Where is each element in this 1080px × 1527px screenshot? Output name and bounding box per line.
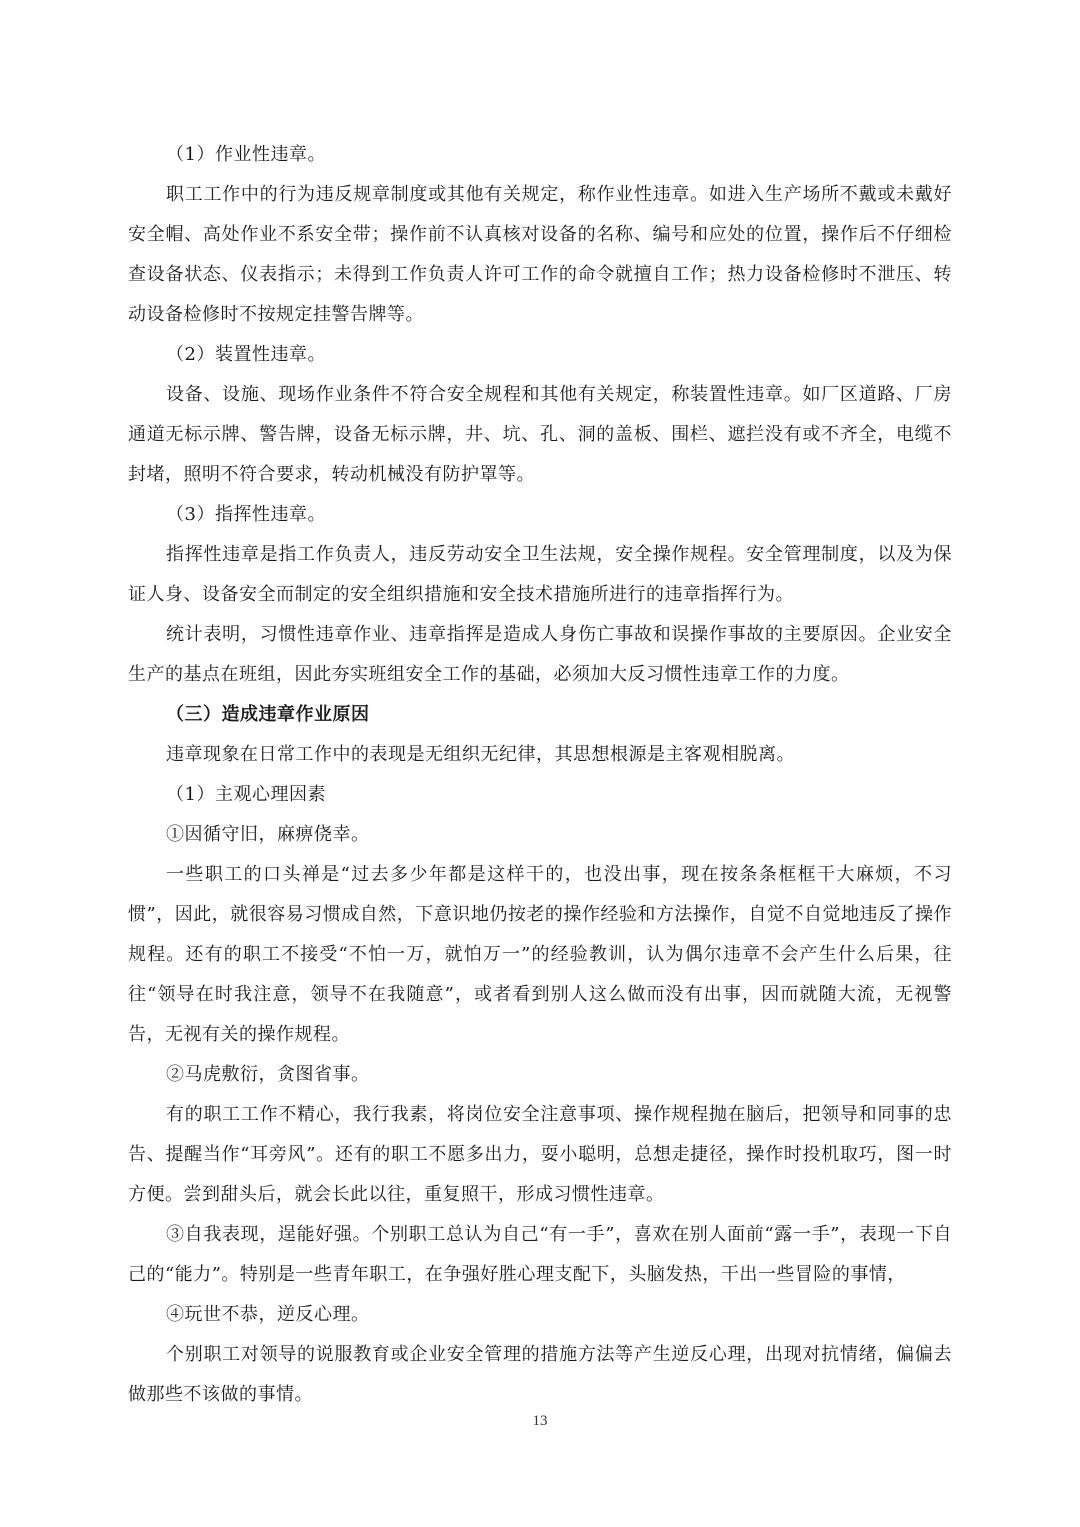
- paragraph-item-1: 一些职工的口头禅是“过去多少年都是这样干的，也没出事，现在按条条框框干大麻烦，不习惯”，因此，就很容易习惯成自然，下意识地仍按老的操作经验和方法操作，自觉不自觉地违反了操作规程。还有的职工不接受“不怕一万，就怕万一”的经验教训，认为偶尔违章不会产生什么后果，往往“领导在时我注意，领导不在我随意”，或者看到别人这么做而没有出事，因而就随大流，无视警告，无视有关的操作规程。: [128, 864, 952, 1045]
- subheading-equipment-violation: （2）装置性违章。: [166, 344, 326, 365]
- document-body: [128, 135, 952, 1415]
- paragraph-command-violation: 指挥性违章是指工作负责人，违反劳动安全卫生法规，安全操作规程。安全管理制度，以及为保证人身、设备安全而制定的安全组织措施和安全技术措施所进行的违章指挥行为。: [128, 544, 952, 605]
- paragraph-item-2: 有的职工工作不精心，我行我素，将岗位安全注意事项、操作规程抛在脑后，把领导和同事的忠告、提醒当作“耳旁风”。还有的职工不愿多出力，耍小聪明，总想走捷径，操作时投机取巧，图一时方便。尝到甜头后，就会长此以往，重复照干，形成习惯性违章。: [128, 1104, 952, 1205]
- paragraph-statistics: 统计表明，习惯性违章作业、违章指挥是造成人身伤亡事故和误操作事故的主要原因。企业安全生产的基点在班组，因此夯实班组安全工作的基础，必须加大反习惯性违章工作的力度。: [128, 624, 952, 685]
- paragraph-causes-intro: 违章现象在日常工作中的表现是无组织无纪律，其思想根源是主客观相脱离。: [166, 744, 795, 765]
- subheading-subjective-factors: （1）主观心理因素: [166, 784, 326, 805]
- paragraph-item-3: ③自我表现，逞能好强。个别职工总认为自己“有一手”，喜欢在别人面前“露一手”，表现一下自己的“能力”。特别是一些青年职工，在争强好胜心理支配下，头脑发热，干出一些冒险的事情，: [128, 1224, 952, 1285]
- subheading-operational-violation: （1）作业性违章。: [166, 144, 326, 165]
- paragraph-operational-violation: 职工工作中的行为违反规章制度或其他有关规定，称作业性违章。如进入生产场所不戴或未戴好安全帽、高处作业不系安全带；操作前不认真核对设备的名称、编号和应处的位置，操作后不仔细检查设备状态、仪表指示；未得到工作负责人许可工作的命令就擅自工作；热力设备检修时不泄压、转动设备检修时不按规定挂警告牌等。: [128, 184, 952, 325]
- subheading-command-violation: （3）指挥性违章。: [166, 504, 326, 525]
- paragraph-item-4: 个别职工对领导的说服教育或企业安全管理的措施方法等产生逆反心理，出现对抗情绪，偏偏去做那些不该做的事情。: [128, 1344, 952, 1405]
- page-number: 13: [532, 1413, 548, 1429]
- section-heading-causes: （三）造成违章作业原因: [166, 704, 370, 725]
- item-heading-1: ①因循守旧，麻痹侥幸。: [166, 824, 370, 845]
- paragraph-equipment-violation: 设备、设施、现场作业条件不符合安全规程和其他有关规定，称装置性违章。如厂区道路、厂房通道无标示牌、警告牌，设备无标示牌，井、坑、孔、洞的盖板、围栏、遮拦没有或不齐全，电缆不封堵，照明不符合要求，转动机械没有防护罩等。: [128, 384, 952, 485]
- item-heading-2: ②马虎敷衍，贪图省事。: [166, 1064, 370, 1085]
- item-heading-4: ④玩世不恭，逆反心理。: [166, 1304, 370, 1325]
